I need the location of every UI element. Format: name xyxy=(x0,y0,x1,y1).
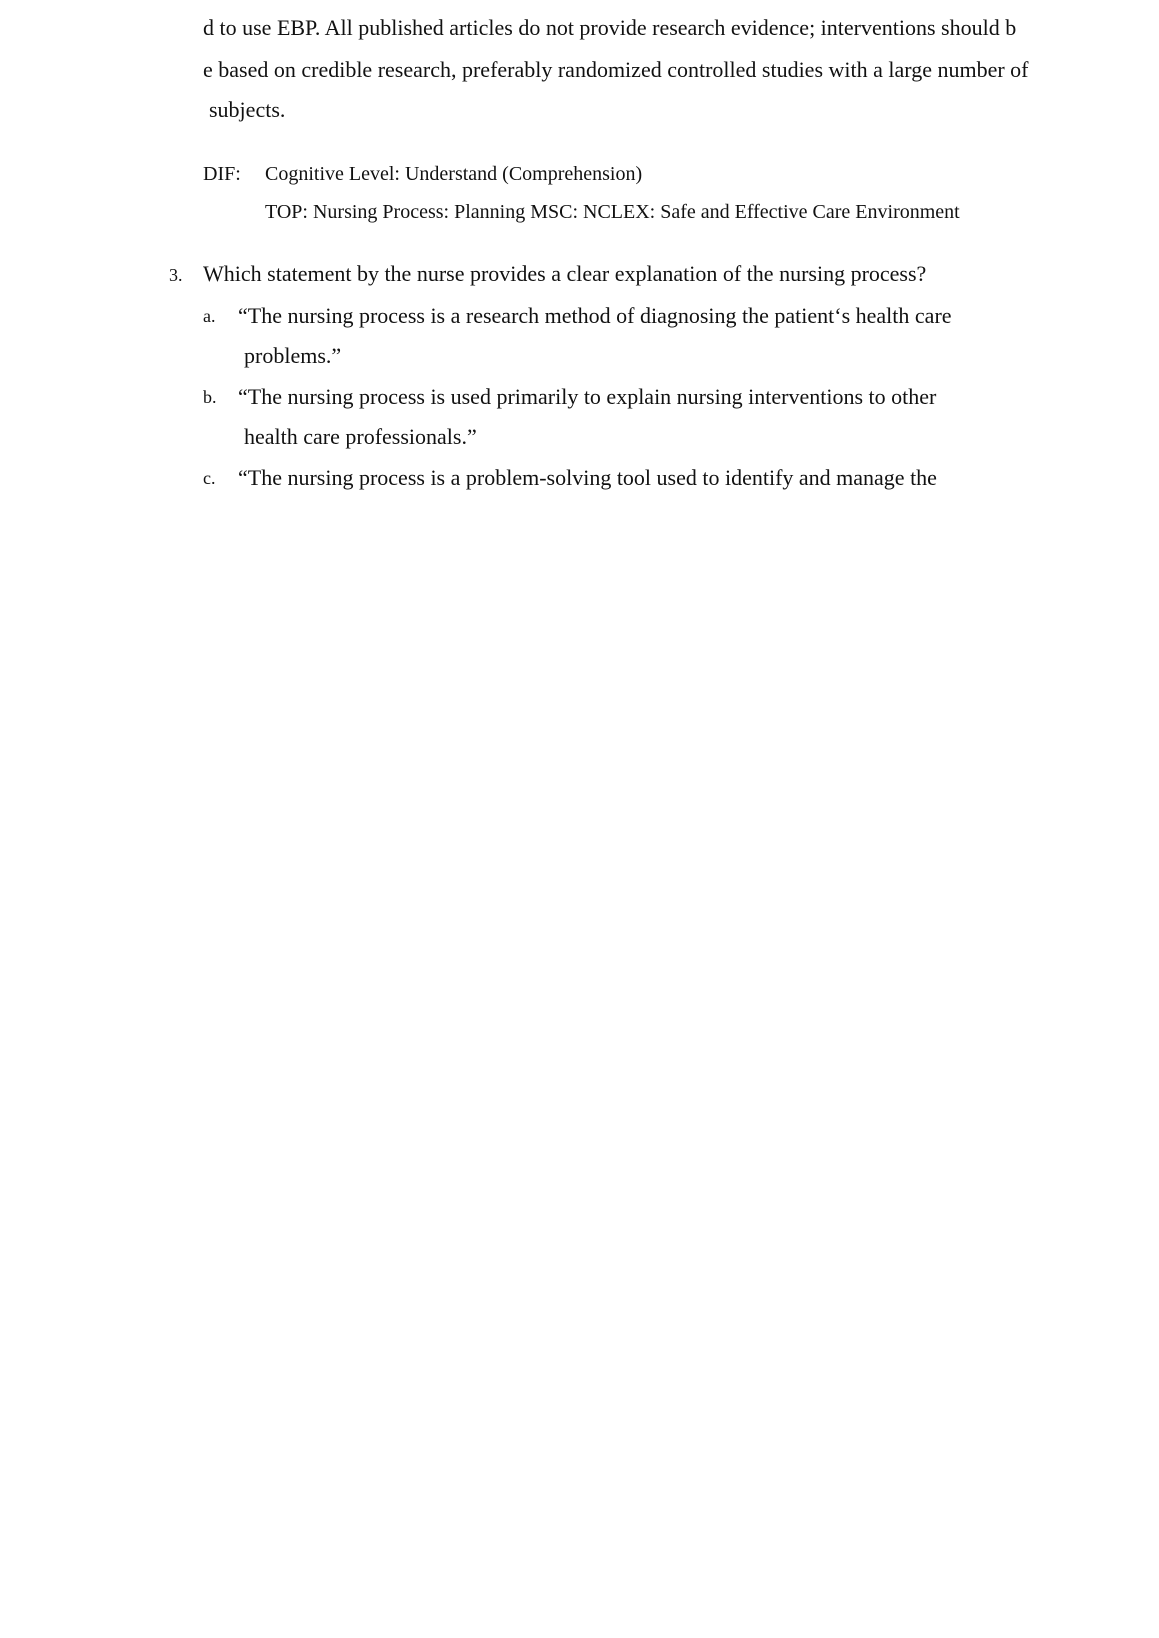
option-text-line-2: health care professionals.” xyxy=(244,424,477,449)
rationale-line-3: subjects. xyxy=(209,97,286,122)
question-stem: Which statement by the nurse provides a clear explanation of the nursing process? xyxy=(203,261,927,286)
rationale-line-1: d to use EBP. All published articles do not provide research evidence; interventions should b xyxy=(203,15,1017,40)
option-text-line-2: problems.” xyxy=(244,343,342,368)
option-letter: c. xyxy=(203,468,216,488)
option-text-line-1: “The nursing process is used primarily to explain nursing interventions to other xyxy=(238,384,937,409)
option-text-line-1: “The nursing process is a research method of diagnosing the patient‘s health care xyxy=(238,303,952,328)
dif-value: Cognitive Level: Understand (Comprehension) xyxy=(265,163,643,185)
option-letter: a. xyxy=(203,306,216,326)
option-letter: b. xyxy=(203,387,217,407)
rationale-line-2: e based on credible research, preferably randomized controlled studies with a large number of xyxy=(203,57,1029,82)
dif-label: DIF: xyxy=(203,163,241,185)
question-number: 3. xyxy=(169,265,183,285)
option-text-line-1: “The nursing process is a problem-solving tool used to identify and manage the xyxy=(238,465,937,490)
topic-line: TOP: Nursing Process: Planning MSC: NCLEX: Safe and Effective Care Environment xyxy=(265,201,960,223)
